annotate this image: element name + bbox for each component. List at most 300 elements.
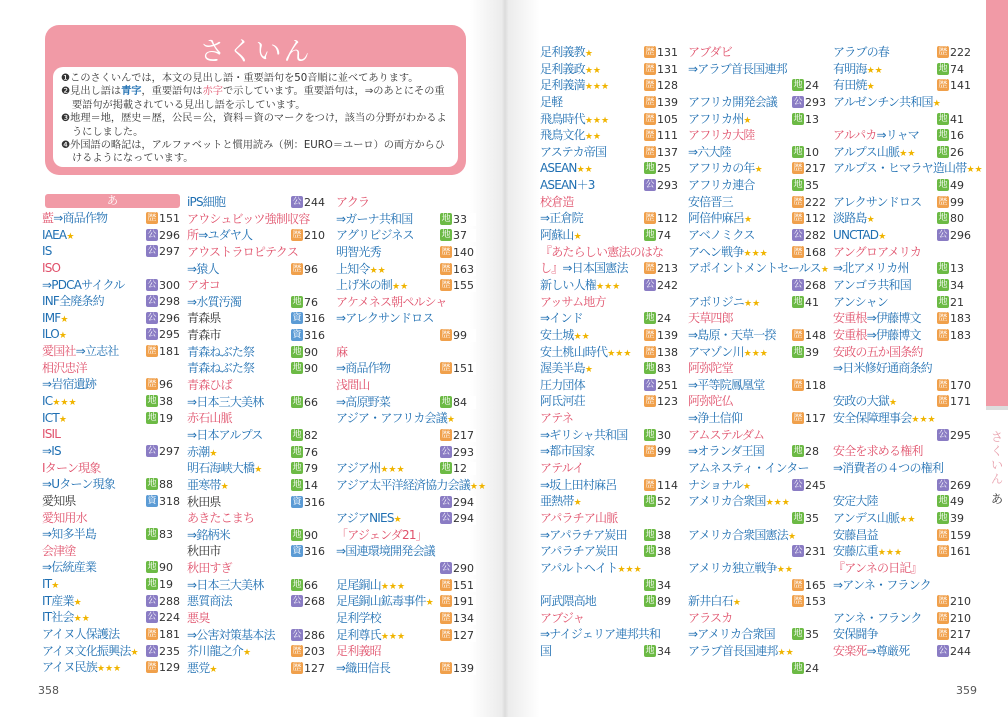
index-entry[interactable] — [540, 127, 680, 144]
index-entry[interactable] — [336, 610, 476, 627]
index-entry[interactable] — [336, 261, 476, 278]
index-entry[interactable] — [833, 210, 973, 227]
index-entry[interactable] — [540, 260, 680, 277]
key-term: 所 — [187, 228, 199, 243]
index-entry[interactable] — [688, 626, 828, 643]
index-entry[interactable] — [540, 527, 680, 544]
index-entry[interactable] — [833, 260, 973, 277]
importance-stars: ★ — [209, 664, 218, 675]
index-entry[interactable] — [833, 294, 973, 311]
heading-term: 有明海 — [833, 61, 867, 76]
index-entry[interactable] — [187, 227, 327, 244]
index-entry[interactable] — [688, 344, 828, 361]
index-entry[interactable] — [42, 576, 182, 593]
index-entry[interactable] — [336, 593, 476, 610]
index-entry[interactable] — [187, 543, 327, 560]
subject-badge-icon: 公 — [147, 279, 157, 290]
page-reference — [146, 495, 182, 508]
index-entry[interactable] — [833, 527, 973, 544]
page-reference — [291, 396, 327, 409]
index-entry[interactable] — [42, 243, 182, 260]
subject-badge-icon: 歴 — [645, 146, 655, 157]
page-reference — [291, 229, 327, 242]
index-entry[interactable] — [833, 77, 973, 94]
index-entry[interactable] — [688, 144, 828, 161]
heading-term: ⇒ギリシャ共和国 — [540, 427, 628, 442]
subject-badge-icon: 歴 — [441, 330, 451, 341]
page-number: 217 — [453, 428, 474, 442]
index-entry[interactable] — [540, 111, 680, 128]
index-entry[interactable] — [187, 294, 327, 311]
page-number: 140 — [453, 245, 474, 259]
subject-badge-icon: 公 — [147, 312, 157, 323]
subject-badge-icon: 歴 — [292, 230, 302, 241]
page-number: 183 — [950, 312, 971, 326]
index-entry[interactable] — [688, 577, 828, 594]
page-reference — [937, 279, 973, 292]
index-entry[interactable] — [336, 244, 476, 261]
index-entry — [187, 211, 327, 228]
page-number: 224 — [159, 611, 180, 625]
index-entry — [336, 310, 476, 327]
page-reference — [146, 328, 182, 341]
page-number: 183 — [950, 328, 971, 342]
index-entry[interactable] — [540, 44, 680, 61]
page-reference — [291, 263, 327, 276]
index-entry[interactable] — [540, 277, 680, 294]
index-entry[interactable] — [42, 659, 182, 676]
index-entry[interactable] — [833, 111, 973, 128]
page-reference — [440, 429, 476, 442]
heading-term: アマゾン川 — [688, 344, 744, 359]
index-entry[interactable] — [833, 310, 973, 327]
page-number: 242 — [657, 278, 678, 292]
heading-term: 新井白石 — [688, 594, 733, 609]
index-entry[interactable] — [42, 476, 182, 493]
index-entry[interactable] — [336, 660, 476, 677]
index-entry[interactable] — [187, 394, 327, 411]
heading-term: 青森ねぶた祭 — [187, 361, 255, 376]
index-entry[interactable] — [540, 643, 680, 660]
index-entry[interactable] — [688, 543, 828, 560]
key-term: 浅間山 — [336, 378, 370, 393]
heading-term: ⇒平等院鳳凰堂 — [688, 377, 765, 392]
intro-note — [61, 139, 450, 166]
page-number: 191 — [453, 595, 474, 609]
index-entry[interactable] — [187, 444, 327, 461]
subject-badge-icon: 地 — [147, 396, 157, 407]
page-number-left: 358 — [38, 684, 59, 697]
page-number: 294 — [453, 495, 474, 509]
index-entry[interactable] — [336, 460, 476, 477]
index-entry[interactable] — [540, 443, 680, 460]
subject-badge-icon: 地 — [292, 346, 302, 357]
page-number: 52 — [657, 495, 671, 509]
importance-stars: ★ — [58, 331, 67, 342]
index-entry[interactable] — [688, 443, 828, 460]
index-entry[interactable] — [540, 593, 680, 610]
subject-badge-icon: 公 — [938, 479, 948, 490]
index-entry[interactable] — [833, 227, 973, 244]
key-term: アオコ — [187, 278, 221, 293]
heading-term: アイヌ民族 — [42, 660, 97, 675]
index-entry[interactable] — [833, 61, 973, 78]
index-entry[interactable] — [42, 410, 182, 427]
heading-term: 足利学校 — [336, 611, 381, 626]
index-entry[interactable] — [187, 310, 327, 327]
page-number: 168 — [805, 245, 826, 259]
index-entry[interactable] — [833, 510, 973, 527]
heading-term: IC — [42, 394, 53, 409]
page-reference — [937, 395, 973, 408]
index-entry[interactable] — [187, 327, 327, 344]
index-entry[interactable] — [833, 393, 973, 410]
heading-term: アフリカ州 — [688, 111, 744, 126]
index-entry[interactable] — [688, 294, 828, 311]
index-entry[interactable] — [833, 277, 973, 294]
subject-badge-icon: 公 — [793, 279, 803, 290]
importance-stars: ★★★ — [380, 465, 405, 476]
index-entry[interactable] — [688, 477, 828, 494]
heading-term: アイヌ文化振興法 — [42, 643, 131, 658]
data-term: 秋田市 — [187, 544, 221, 559]
index-entry[interactable] — [336, 510, 476, 527]
index-column-4 — [540, 44, 680, 660]
index-entry[interactable] — [42, 593, 182, 610]
page-number: 99 — [453, 329, 467, 343]
page-number: 123 — [657, 395, 678, 409]
page-reference — [937, 212, 973, 225]
key-term: ISO — [42, 260, 61, 275]
index-entry[interactable] — [540, 577, 680, 594]
index-entry[interactable] — [187, 477, 327, 494]
index-entry[interactable] — [540, 77, 680, 94]
index-entry[interactable] — [42, 393, 182, 410]
page-reference — [937, 495, 973, 508]
index-entry[interactable] — [833, 493, 973, 510]
key-term: 愛国社 — [42, 344, 76, 359]
index-entry — [540, 610, 680, 627]
index-entry[interactable] — [540, 493, 680, 510]
index-entry[interactable] — [540, 177, 680, 194]
index-entry[interactable] — [540, 61, 680, 78]
index-entry[interactable] — [42, 526, 182, 543]
heading-term: アボリジニ — [688, 294, 745, 309]
subject-badge-icon: 歴 — [793, 246, 803, 257]
index-entry[interactable] — [187, 527, 327, 544]
page-number: 24 — [805, 661, 819, 675]
index-entry[interactable] — [187, 344, 327, 361]
index-entry[interactable] — [833, 377, 973, 394]
page-gutter — [470, 0, 540, 717]
page-reference — [291, 496, 327, 509]
index-entry[interactable] — [187, 261, 327, 278]
data-term: 青森県 — [187, 311, 221, 326]
index-entry[interactable] — [540, 393, 680, 410]
index-entry[interactable] — [540, 344, 680, 361]
heading-term: アフリカ開発会議 — [688, 94, 778, 109]
index-entry[interactable] — [336, 560, 476, 577]
index-entry[interactable] — [688, 244, 828, 261]
page-number: 203 — [304, 645, 325, 659]
index-entry[interactable] — [688, 410, 828, 427]
key-term: あきたこまち — [187, 511, 255, 526]
page-reference — [146, 279, 182, 292]
subject-badge-icon: 歴 — [793, 596, 803, 607]
index-entry[interactable] — [42, 343, 182, 360]
index-entry[interactable] — [42, 293, 182, 310]
index-entry[interactable] — [540, 94, 680, 111]
page-number: 293 — [805, 95, 826, 109]
index-entry[interactable] — [42, 310, 182, 327]
index-entry[interactable] — [688, 377, 828, 394]
index-entry — [540, 510, 680, 527]
index-entry[interactable] — [688, 227, 828, 244]
index-entry[interactable] — [42, 277, 182, 294]
key-term: 阿弥陀堂 — [688, 361, 733, 376]
index-entry — [336, 294, 476, 311]
index-entry[interactable] — [42, 227, 182, 244]
subject-badge-icon: 地 — [441, 396, 451, 407]
page-reference — [291, 196, 327, 209]
subject-badge-icon: 歴 — [793, 329, 803, 340]
index-entry[interactable] — [336, 227, 476, 244]
index-entry[interactable] — [540, 227, 680, 244]
page-reference — [146, 661, 182, 674]
page-number: 21 — [950, 295, 964, 309]
subject-badge-icon: 地 — [793, 113, 803, 124]
index-entry[interactable] — [688, 210, 828, 227]
importance-stars: ★ — [66, 231, 75, 242]
heading-term: 安土桃山時代 — [540, 344, 608, 359]
index-entry[interactable] — [833, 610, 973, 627]
subject-badge-icon: 歴 — [441, 363, 451, 374]
importance-stars: ★ — [220, 481, 229, 492]
importance-stars: ★★ — [899, 514, 916, 525]
heading-term: ⇒Uターン現象 — [42, 477, 115, 492]
page-number: 41 — [950, 112, 964, 126]
page-number: 90 — [304, 528, 318, 542]
page-reference — [644, 329, 680, 342]
subject-badge-icon: 歴 — [441, 246, 451, 257]
page-reference — [291, 595, 327, 608]
heading-term: 淡路島 — [833, 211, 867, 226]
heading-term: 圧力団体 — [540, 377, 585, 392]
index-entry[interactable] — [187, 427, 327, 444]
index-entry — [336, 477, 487, 494]
importance-stars: ★★ — [866, 65, 883, 76]
page-number: 34 — [950, 278, 964, 292]
page-number: 76 — [304, 445, 318, 459]
index-entry[interactable] — [336, 327, 476, 344]
index-entry[interactable] — [42, 376, 182, 393]
index-entry[interactable] — [833, 177, 973, 194]
index-entry[interactable] — [540, 327, 680, 344]
key-term: アウシュビッツ強制収容 — [187, 211, 310, 226]
heading-term: アジア州 — [336, 461, 381, 476]
subject-badge-icon: 地 — [292, 363, 302, 374]
index-entry[interactable] — [187, 627, 327, 644]
page-number: 49 — [950, 495, 964, 509]
page-reference — [937, 595, 973, 608]
page-number: 90 — [304, 362, 318, 376]
subject-badge-icon: 歴 — [938, 629, 948, 640]
index-entry[interactable] — [336, 211, 476, 228]
subject-badge-icon: 公 — [147, 445, 157, 456]
importance-stars: ★★★ — [617, 564, 642, 575]
heading-term: ⇒島原・天草一揆 — [688, 327, 776, 342]
index-entry[interactable] — [540, 160, 680, 177]
subject-badge-icon: 公 — [793, 546, 803, 557]
index-entry[interactable] — [187, 494, 327, 511]
heading-term: ASEAN — [540, 161, 577, 176]
index-entry[interactable] — [833, 626, 973, 643]
index-entry[interactable] — [688, 77, 828, 94]
index-entry[interactable] — [833, 44, 973, 61]
importance-stars: ★★★ — [584, 115, 610, 126]
key-term: アブジャ — [540, 610, 585, 625]
heading-term: 足尾銅山鉱毒事件 — [336, 594, 426, 609]
index-entry[interactable] — [187, 593, 327, 610]
page-reference — [792, 595, 828, 608]
importance-stars: ★ — [866, 82, 875, 93]
heading-term: ⇒ナイジェリア連邦共和 — [540, 627, 661, 642]
key-term: 足利義昭 — [336, 644, 381, 659]
subject-badge-icon: 歴 — [645, 263, 655, 274]
index-entry[interactable] — [187, 194, 327, 211]
index-entry[interactable] — [187, 643, 327, 660]
index-entry[interactable] — [336, 427, 476, 444]
page-number: 244 — [304, 196, 325, 209]
page-number: 38 — [657, 545, 671, 559]
heading-term: 足利義満 — [540, 78, 585, 93]
subject-badge-icon: 地 — [645, 546, 655, 557]
heading-term: 明智光秀 — [336, 244, 381, 259]
importance-stars: ★ — [820, 265, 829, 276]
heading-term: アメリカ独立戦争 — [688, 560, 777, 575]
page-number: 316 — [304, 495, 325, 509]
page-reference — [644, 395, 680, 408]
index-entry[interactable] — [540, 210, 680, 227]
intro-note — [61, 112, 450, 139]
index-entry[interactable] — [336, 627, 476, 644]
index-entry[interactable] — [336, 494, 476, 511]
index-entry[interactable] — [336, 277, 476, 294]
index-entry[interactable] — [540, 144, 680, 161]
index-entry[interactable] — [833, 327, 973, 344]
index-entry[interactable] — [540, 427, 680, 444]
heading-term: ⇒岩宿遺跡 — [42, 377, 97, 392]
heading-term: アジア太平洋経済協力会議 — [336, 477, 470, 492]
index-entry[interactable] — [688, 177, 828, 194]
index-entry[interactable] — [833, 543, 973, 560]
page-number: 181 — [159, 345, 180, 359]
key-term: アングロアメリカ — [833, 244, 922, 259]
index-entry[interactable] — [187, 577, 327, 594]
index-entry[interactable] — [187, 460, 327, 477]
page-number: 13 — [950, 262, 964, 276]
index-entry[interactable] — [540, 543, 680, 560]
index-side-tab[interactable] — [986, 0, 1008, 410]
index-entry[interactable] — [833, 127, 973, 144]
index-entry[interactable] — [540, 310, 680, 327]
index-entry[interactable] — [540, 360, 680, 377]
index-entry[interactable] — [187, 360, 327, 377]
section-header-a: あ — [45, 194, 180, 208]
page-number: 269 — [950, 478, 971, 492]
index-entry[interactable] — [833, 194, 973, 211]
index-entry[interactable] — [688, 510, 828, 527]
importance-stars: ★★ — [73, 614, 90, 625]
index-entry[interactable] — [540, 477, 680, 494]
index-entry[interactable] — [42, 326, 182, 343]
index-entry[interactable] — [336, 394, 476, 411]
subject-badge-icon: 地 — [645, 596, 655, 607]
index-entry[interactable] — [336, 360, 476, 377]
subject-badge-icon: 地 — [645, 313, 655, 324]
subject-badge-icon: 歴 — [645, 130, 655, 141]
page-reference — [440, 629, 476, 642]
index-entry[interactable] — [688, 194, 828, 211]
index-entry[interactable] — [688, 277, 828, 294]
index-entry[interactable] — [833, 643, 973, 660]
index-entry[interactable] — [42, 609, 182, 626]
heading-term: ⇒国連環境開発会議 — [336, 544, 435, 559]
index-entry[interactable] — [688, 327, 828, 344]
index-entry[interactable] — [540, 377, 680, 394]
index-entry[interactable] — [833, 427, 973, 444]
index-entry[interactable] — [42, 493, 182, 510]
index-entry[interactable] — [42, 210, 182, 227]
heading-term: 亜熱帯 — [540, 494, 574, 509]
index-entry[interactable] — [42, 443, 182, 460]
heading-term: アグリビジネス — [336, 228, 414, 243]
index-entry[interactable] — [187, 660, 327, 677]
index-entry[interactable] — [42, 626, 182, 643]
subject-badge-icon: 地 — [292, 446, 302, 457]
index-entry[interactable] — [688, 593, 828, 610]
page-number: 96 — [159, 378, 173, 392]
importance-stars: ★★★ — [584, 82, 610, 93]
page-number: 66 — [304, 578, 318, 592]
index-entry[interactable] — [688, 660, 828, 677]
index-entry[interactable] — [833, 477, 973, 494]
index-entry — [42, 510, 182, 527]
heading-term: 青森ねぶた祭 — [187, 344, 255, 359]
heading-term: 安政の大獄 — [833, 394, 890, 409]
index-entry — [833, 410, 973, 427]
page-number: 13 — [805, 112, 819, 126]
index-entry[interactable] — [42, 559, 182, 576]
importance-stars: ★ — [254, 465, 263, 476]
subject-badge-icon: 歴 — [938, 313, 948, 324]
key-term: ISIL — [42, 427, 61, 442]
index-entry[interactable] — [833, 144, 973, 161]
index-entry[interactable] — [688, 160, 828, 177]
index-entry[interactable] — [688, 111, 828, 128]
page-number: 96 — [304, 262, 318, 276]
note-text: 赤字 — [202, 86, 223, 98]
index-entry[interactable] — [42, 643, 182, 660]
index-entry[interactable] — [336, 444, 476, 461]
index-entry[interactable] — [336, 577, 476, 594]
heading-term: ⇒日米修好通商条約 — [833, 361, 932, 376]
index-entry[interactable] — [833, 593, 973, 610]
index-entry[interactable] — [688, 94, 828, 111]
subject-badge-icon: 歴 — [147, 379, 157, 390]
heading-term: IAEA — [42, 227, 67, 242]
heading-term: 阿蘇山 — [540, 228, 574, 243]
